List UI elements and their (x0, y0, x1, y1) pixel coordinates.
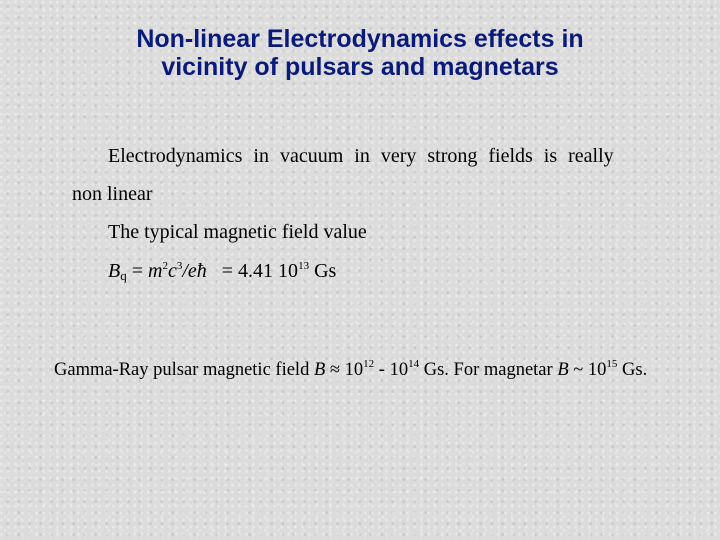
formula-exp-13: 13 (298, 260, 310, 272)
gamma-sim: ~ 10 (568, 360, 607, 380)
gamma-ray-pulsar-line (54, 360, 647, 381)
formula-unit: Gs (309, 260, 337, 282)
slide-title (0, 25, 720, 81)
body-line-non-linear: non linear (72, 183, 153, 205)
gamma-B1: B (313, 360, 326, 380)
formula-m: m (148, 260, 163, 282)
formula-sub-q: q (120, 268, 127, 283)
gamma-text-2: Gs. For magnetar (419, 360, 558, 380)
gamma-exp-15: 15 (606, 358, 618, 370)
gamma-B2: B (557, 360, 569, 380)
gamma-exp-14: 14 (408, 358, 420, 370)
formula-value: = 4.41 10 (221, 260, 299, 282)
formula-slash-e: /e (182, 260, 197, 282)
formula-exp-3: 3 (176, 260, 183, 272)
title-line-1: Non-linear Electrodynamics effects in (136, 25, 584, 53)
formula-B: B (108, 260, 121, 282)
title-line-2: vicinity of pulsars and magnetars (161, 53, 559, 81)
gamma-end: Gs. (617, 360, 648, 380)
formula-hbar: ħ (196, 260, 207, 282)
formula-c: c (167, 260, 177, 282)
gamma-dash: - 10 (374, 360, 409, 380)
gamma-exp-12: 12 (363, 358, 375, 370)
formula-equals: = (126, 260, 148, 282)
gamma-text-1: Gamma-Ray pulsar magnetic field (54, 360, 314, 380)
body-line-strong-fields: Electrodynamics in vacuum in very strong fields is really (108, 145, 614, 167)
critical-field-formula (108, 260, 336, 283)
body-line-field-value: The typical magnetic field value (108, 221, 367, 243)
gamma-approx: ≈ 10 (325, 360, 364, 380)
formula-exp-2: 2 (162, 260, 168, 272)
